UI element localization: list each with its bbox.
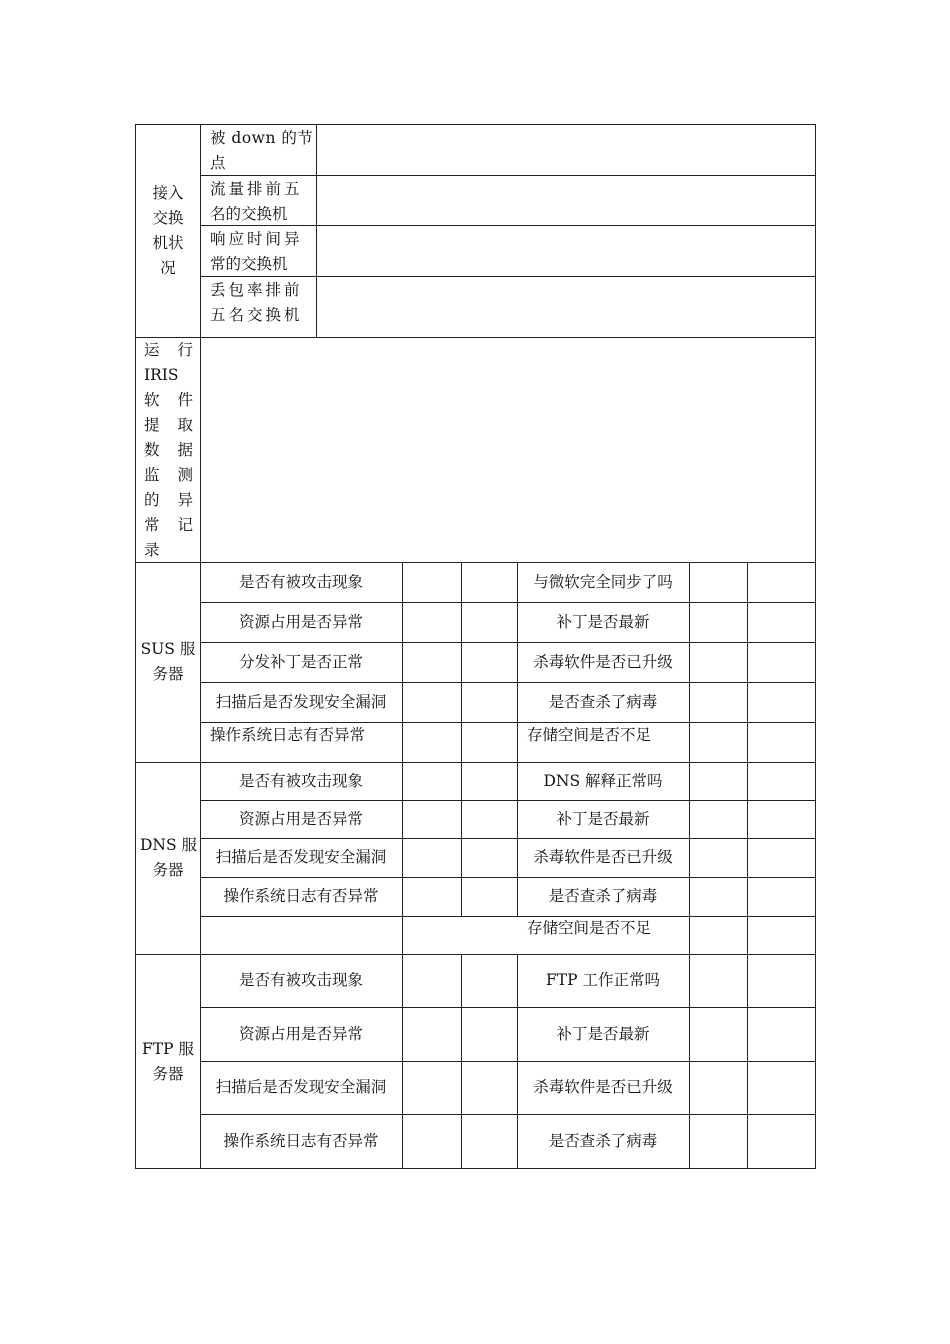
table-divider bbox=[402, 916, 403, 954]
table-divider bbox=[402, 954, 403, 1169]
access-row-response-time: 响应时间异 常的交换机 bbox=[210, 230, 303, 273]
ftp-antivirus-upgrade-check: 杀毒软件是否已升级 bbox=[533, 1078, 673, 1096]
dns-system-log-check: 操作系统日志有否异常 bbox=[223, 887, 379, 905]
table-divider bbox=[316, 124, 317, 337]
dns-storage-check: 存储空间是否不足 bbox=[527, 919, 652, 937]
table-divider bbox=[200, 1114, 816, 1115]
table-divider bbox=[135, 954, 816, 955]
dns-resource-check: 资源占用是否异常 bbox=[238, 810, 363, 828]
ftp-attack-check: 是否有被攻击现象 bbox=[238, 971, 363, 989]
sus-patch-distribution-check: 分发补丁是否正常 bbox=[238, 653, 363, 671]
access-row-top-traffic: 流量排前五 名的交换机 bbox=[210, 180, 303, 223]
dns-server-label: DNS 服 务器 bbox=[140, 836, 198, 879]
ftp-patch-latest-check: 补丁是否最新 bbox=[556, 1025, 650, 1043]
table-divider bbox=[200, 916, 816, 917]
ftp-system-log-check: 操作系统日志有否异常 bbox=[223, 1132, 379, 1150]
table-divider bbox=[200, 602, 816, 603]
dns-resolve-check: DNS 解释正常吗 bbox=[543, 772, 663, 790]
access-row-down-nodes: 被 down 的节 点 bbox=[210, 129, 314, 172]
table-divider bbox=[461, 954, 462, 1169]
sus-system-log-check: 操作系统日志有否异常 bbox=[210, 726, 366, 744]
iris-record-label: 运 行 IRIS 软 件 提 取 数 据 监 测 的 异 常 记 录 bbox=[144, 341, 193, 559]
sus-virus-scan-check: 是否查杀了病毒 bbox=[548, 693, 658, 711]
ftp-vulnerability-scan-check: 扫描后是否发现安全漏洞 bbox=[215, 1078, 387, 1096]
table-divider bbox=[200, 642, 816, 643]
sus-antivirus-upgrade-check: 杀毒软件是否已升级 bbox=[533, 653, 673, 671]
table-divider bbox=[200, 124, 201, 1169]
table-divider bbox=[747, 954, 748, 1169]
sus-resource-check: 资源占用是否异常 bbox=[238, 613, 363, 631]
table-divider bbox=[135, 762, 816, 763]
table-divider bbox=[135, 337, 816, 338]
dns-virus-scan-check: 是否查杀了病毒 bbox=[548, 887, 658, 905]
table-divider bbox=[200, 1007, 816, 1008]
sus-storage-check: 存储空间是否不足 bbox=[527, 726, 652, 744]
sus-attack-check: 是否有被攻击现象 bbox=[238, 573, 363, 591]
table-divider bbox=[135, 562, 816, 563]
sus-vulnerability-scan-check: 扫描后是否发现安全漏洞 bbox=[215, 693, 387, 711]
table-divider bbox=[402, 562, 403, 916]
table-divider bbox=[200, 1061, 816, 1062]
table-divider bbox=[461, 562, 462, 916]
dns-vulnerability-scan-check: 扫描后是否发现安全漏洞 bbox=[215, 848, 387, 866]
table-divider bbox=[689, 562, 690, 954]
table-divider bbox=[689, 954, 690, 1169]
ftp-virus-scan-check: 是否查杀了病毒 bbox=[548, 1132, 658, 1150]
access-switch-label: 接入 交换 机状 况 bbox=[152, 184, 184, 277]
table-divider bbox=[200, 838, 816, 839]
table-divider bbox=[200, 800, 816, 801]
table-divider bbox=[200, 682, 816, 683]
dns-attack-check: 是否有被攻击现象 bbox=[238, 772, 363, 790]
access-row-packet-loss: 丢包率排前 五名交换机 bbox=[210, 281, 303, 324]
ftp-resource-check: 资源占用是否异常 bbox=[238, 1025, 363, 1043]
sus-server-label: SUS 服 务器 bbox=[140, 640, 196, 683]
ftp-service-check: FTP 工作正常吗 bbox=[546, 971, 660, 989]
dns-patch-latest-check: 补丁是否最新 bbox=[556, 810, 650, 828]
table-divider bbox=[747, 562, 748, 954]
dns-antivirus-upgrade-check: 杀毒软件是否已升级 bbox=[533, 848, 673, 866]
ftp-server-label: FTP 服 务器 bbox=[142, 1040, 194, 1083]
sus-microsoft-sync-check: 与微软完全同步了吗 bbox=[533, 573, 673, 591]
sus-patch-latest-check: 补丁是否最新 bbox=[556, 613, 650, 631]
table-divider bbox=[200, 877, 816, 878]
